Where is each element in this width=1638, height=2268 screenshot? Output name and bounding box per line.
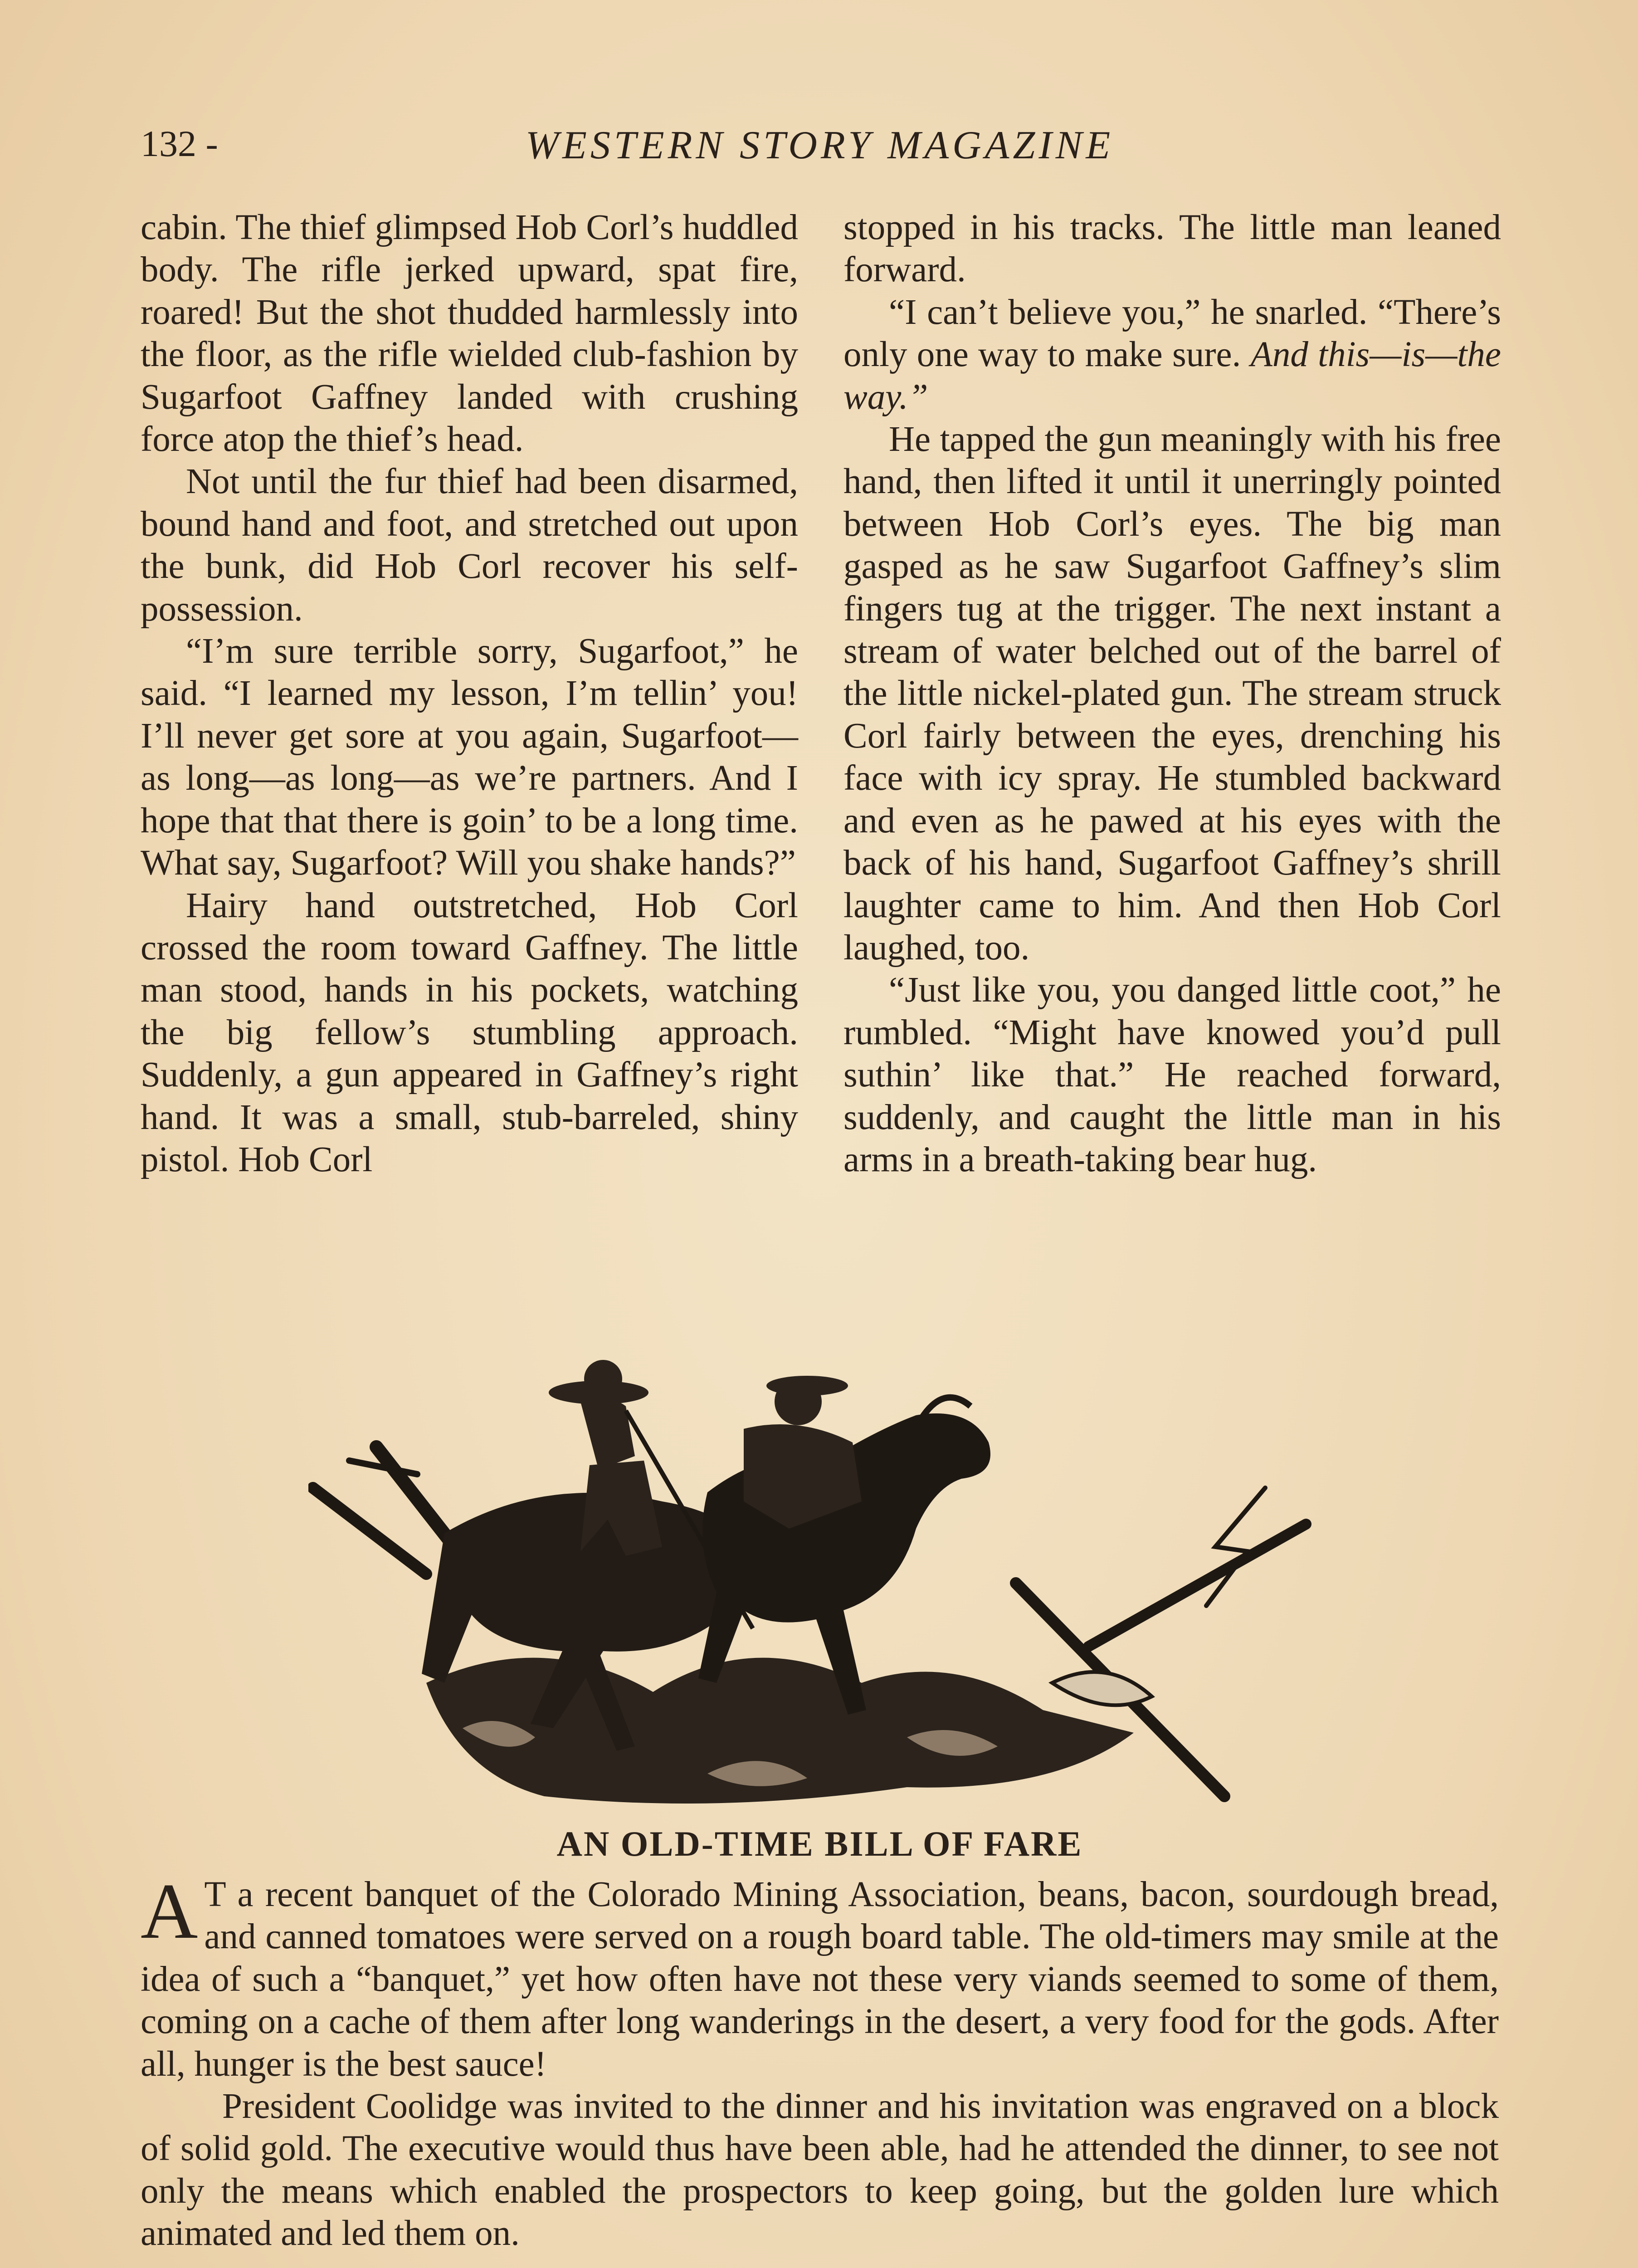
running-title: WESTERN STORY MAGAZINE xyxy=(525,123,1114,167)
paragraph: Hairy hand outstretched, Hob Corl crossed the room toward Gaffney. The little man stood, hands in his pockets, watching the big fellow’s stumbling approach. Suddenly, a gun appeared in Gaffney’s right hand. It was a small, stub-barreled, shiny pistol. Hob Corl xyxy=(141,885,798,1179)
left-column xyxy=(141,206,798,1181)
article-title: AN OLD-TIME BILL OF FARE xyxy=(556,1824,1083,1863)
paragraph: President Coolidge was invited to the dinner and his invitation was engraved on a block of solid gold. The executive would thus have been able, had he attended the dinner, to see not only the means which enabled the prospectors to keep going, but the golden lure which animated and led them on. xyxy=(141,2087,1499,2253)
drop-cap: A xyxy=(141,1867,198,1955)
paragraph xyxy=(141,1867,1499,2085)
paragraph xyxy=(843,291,1501,418)
paragraph: “Just like you, you danged little coot,” he rumbled. “Might have knowed you’d pull suthin’ like that.” He reached forward, suddenly, and caught the little man in his arms in a breath-taking bear hug. xyxy=(843,970,1501,1179)
paragraph: cabin. The thief glimpsed Hob Corl’s huddled body. The rifle jerked upward, spat fire, roared! But the shot thudded harmlessly into the floor, as the rifle wielded club-fashion by Sugarfoot Gaffney landed with crushing force atop the thief’s head. xyxy=(141,208,798,459)
page-number: 132 - xyxy=(141,123,218,164)
right-column xyxy=(843,206,1501,1181)
paragraph-text: T a recent banquet of the Colorado Mining Association, beans, bacon, sourdough bread, and canned tomatoes were served on a rough board table. The old-timers may smile at the idea of such a “banquet,” yet how often have not these very viands seemed to some of them, coming on a cache of them after long wanderings in the desert, a very food for the gods. After all, hunger is the best sauce! xyxy=(141,1875,1499,2084)
paragraph: stopped in his tracks. The little man leaned forward. xyxy=(843,208,1501,290)
italic-quote: And this—is—the way.” xyxy=(843,335,1501,417)
page-header xyxy=(141,122,1499,177)
article-body xyxy=(141,1867,1499,2255)
paragraph: “I’m sure terrible sorry, Sugarfoot,” he said. “I learned my lesson, I’m tellin’ you! I’ll never get sore at you again, Sugarfoot—as long—as long—as we’re partners. And I hope that that there is goin’ to be a long time. What say, Sugarfoot? Will you shake hands?” xyxy=(141,631,798,883)
paragraph: He tapped the gun meaningly with his free hand, then lifted it until it unerringly pointed between Hob Corl’s eyes. The big man gasped as he saw Sugarfoot Gaffney’s slim fingers tug at the trigger. The next instant a stream of water belched out of the barrel of the little nickel-plated gun. The stream struck Corl fairly between the eyes, drenching his face with icy spray. He stumbled backward and even as he pawed at his eyes with the back of his hand, Sugarfoot Gaffney’s shrill laughter came to him. And then Hob Corl laughed, too. xyxy=(843,420,1501,968)
paragraph-text: “I can’t believe you,” he snarled. “There’s only one way to make sure. xyxy=(843,292,1501,375)
two-horseback-riders-illustration xyxy=(308,1338,1342,1819)
illustration-drawing xyxy=(308,1338,1342,1819)
paragraph: Not until the fur thief had been disarmed, bound hand and foot, and stretched out upon the bunk, did Hob Corl recover his self-possession. xyxy=(141,462,798,629)
